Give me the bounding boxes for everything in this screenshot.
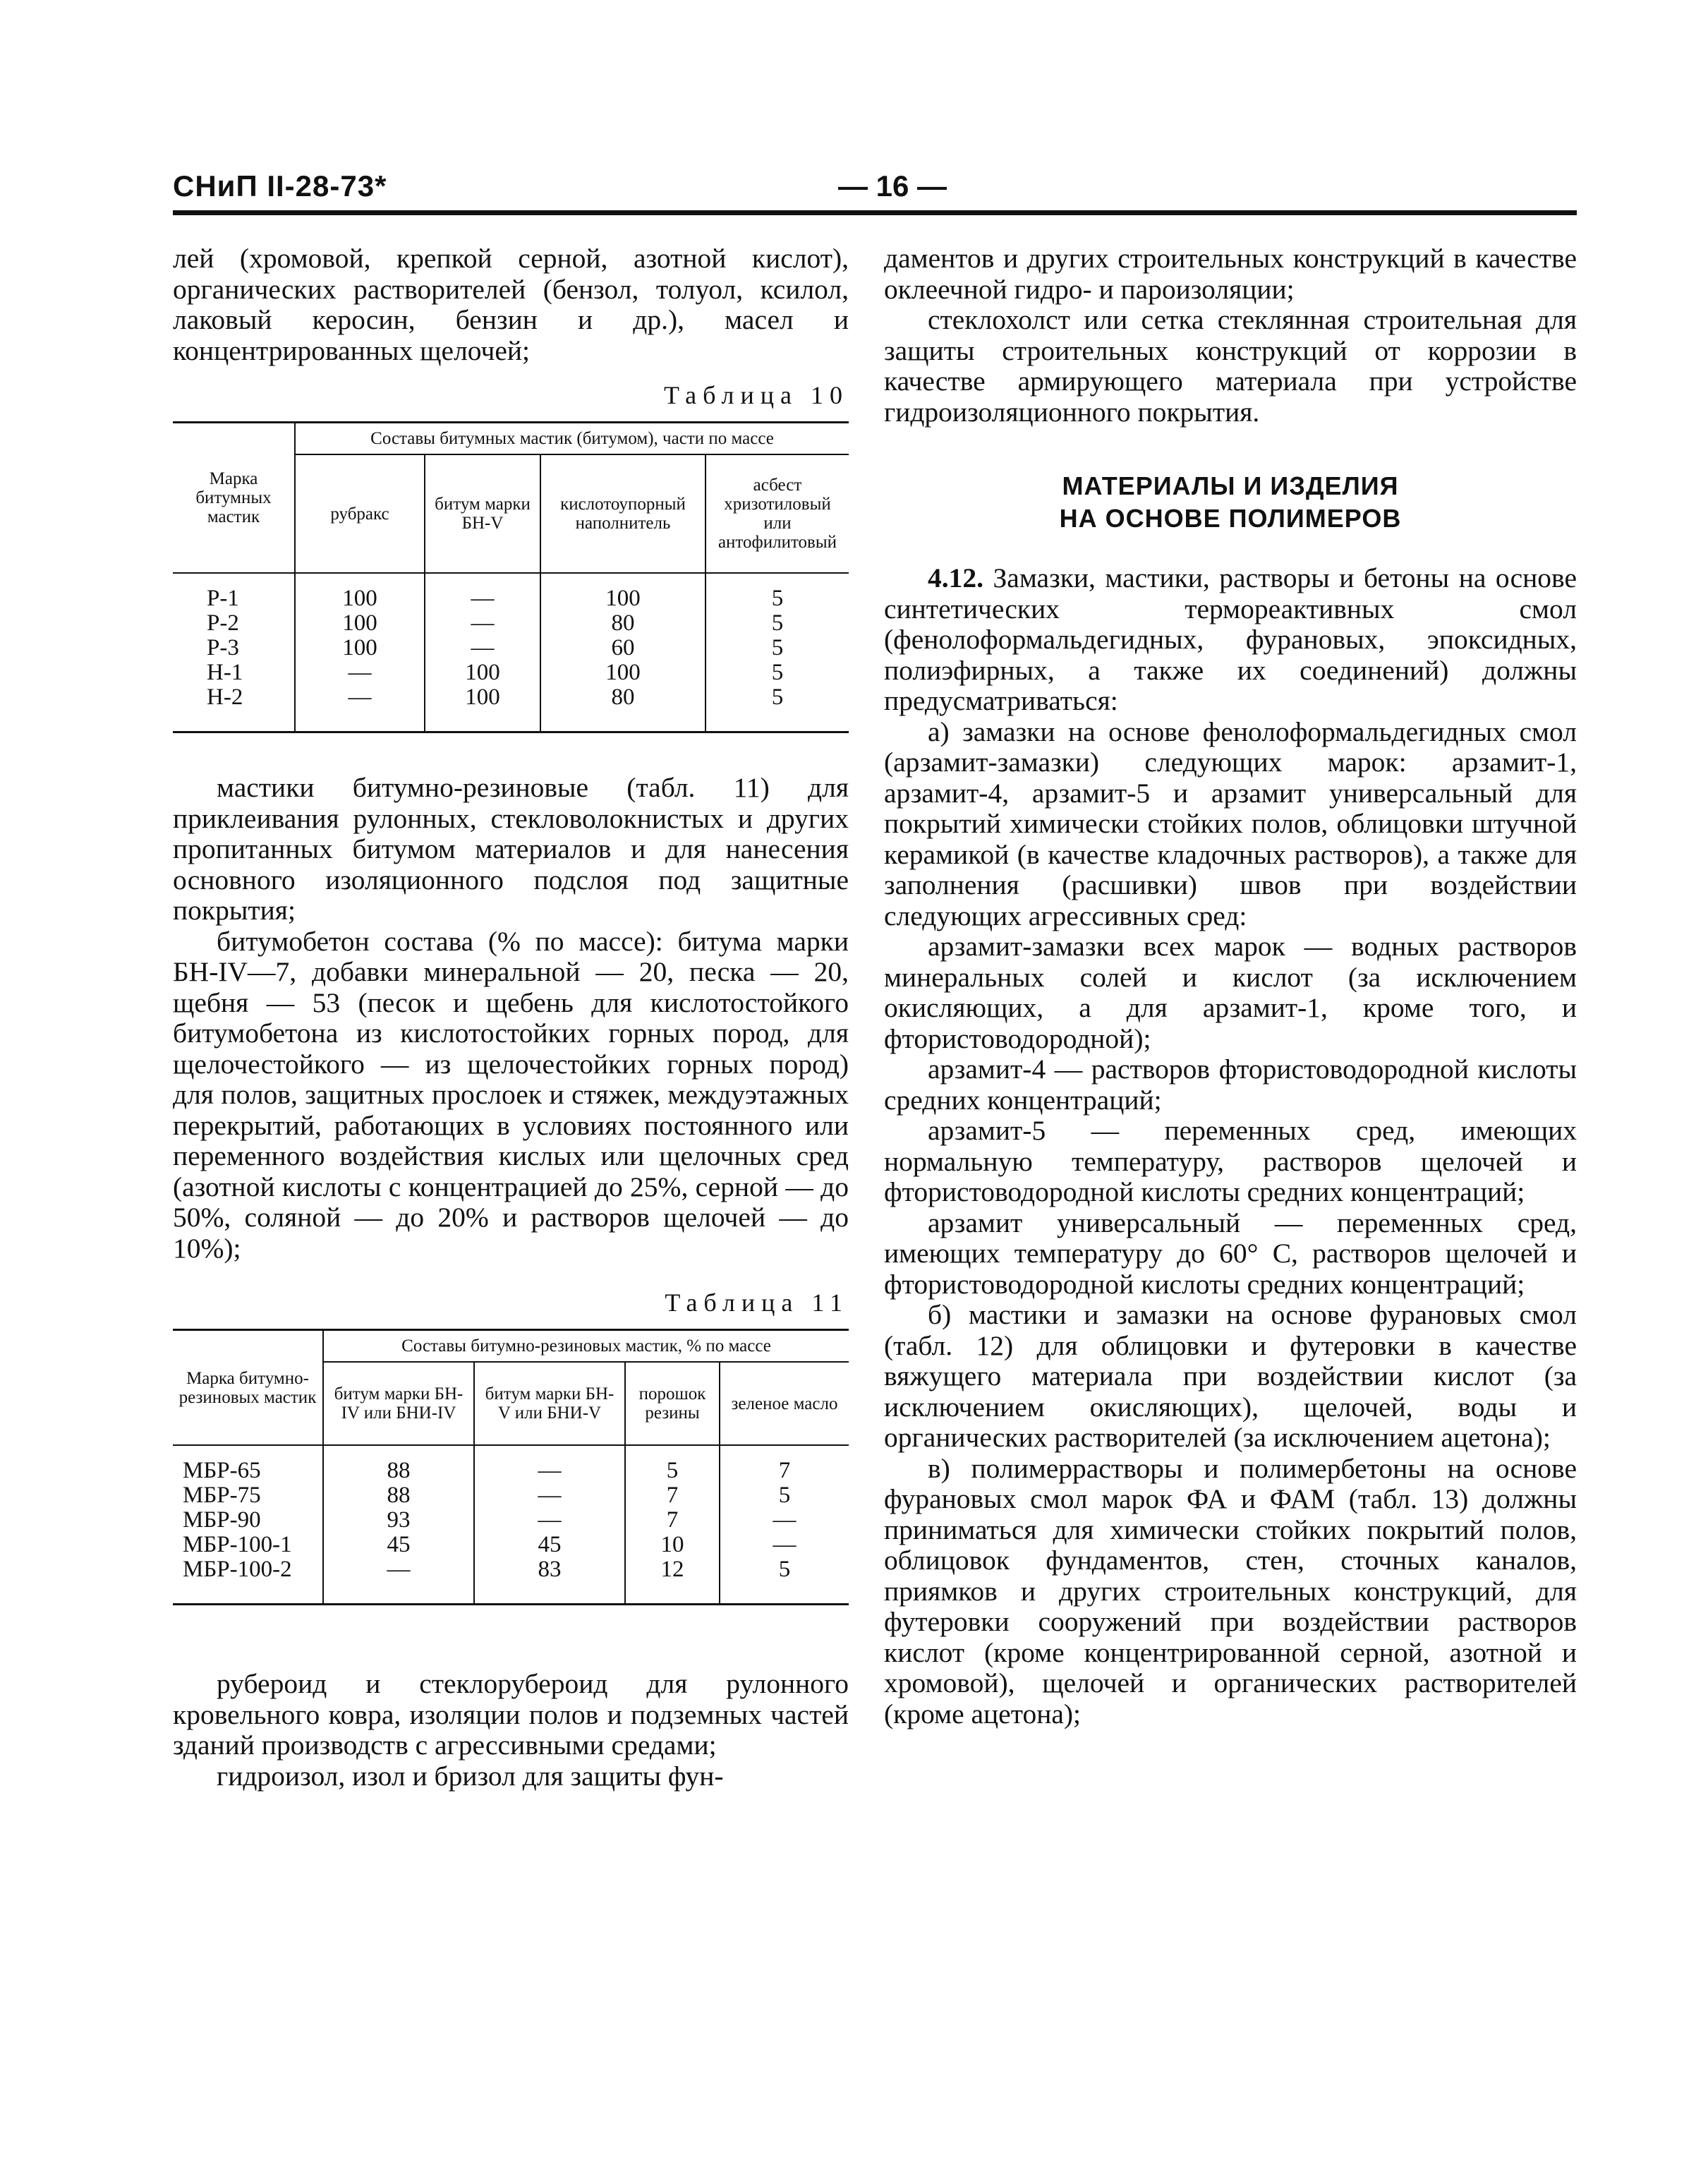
table-subheader: битум марки БН-V [425, 454, 540, 573]
table-row [173, 1508, 849, 1533]
paragraph: в) полимеррастворы и полимербетоны на основе фурановых смол марок ФА и ФАМ (табл. 13) должны приниматься для химически стойких покрытий полов, облицовок фундаментов, стен, сточных каналов, приямков и других строительных конструкций, для футеровки сооружений при воздействии растворов кислот (кроме концентрированной серной, азотной и хромовой), щелочей и органических растворителей (кроме ацетона); [884, 1452, 1577, 1730]
paragraph: мастики битумно-резиновые (табл. 11) для приклеивания рулонных, стекловолокнистых и других пропитанных битумом материалов и для нанесения основного изоляционного подслоя под защитные покрытия; [173, 772, 849, 926]
clause-number: 4.12. [928, 562, 983, 593]
table-cell: МБР-90 [183, 1507, 261, 1533]
table-cell: — [425, 636, 540, 660]
paragraph: даментов и других строительных конструкций в качестве оклеечной гидро- и пароизоляции; [884, 243, 1577, 305]
table-10 [173, 421, 849, 733]
table-cell: Р-1 [207, 586, 239, 611]
table-cell: 45 [474, 1533, 625, 1557]
table-cell: — [474, 1459, 625, 1483]
paragraph: а) замазки на основе фенолоформальдегидных смол (арзамит-замазки) следующих марок: арзамит-1, арзамит-4, арзамит-5 и арзамит универсальный для покрытий химически стойких полов, облицовки штучной керамикой (в качестве кладочных растворов), а также для заполнения (расшивки) швов при воздействии следующих агрессивных сред: [884, 716, 1577, 931]
table-row [173, 586, 849, 611]
table-cell: — [720, 1533, 849, 1557]
table-cell: 5 [705, 611, 849, 636]
paragraph: рубероид и стеклорубероид для рулонного кровельного ковра, изоляции полов и подземных частей зданий производств с агрессивными средами; [173, 1668, 849, 1761]
table-subheader: рубракс [295, 454, 425, 573]
table-cell: МБР-100-2 [183, 1557, 292, 1582]
table-cell: 80 [540, 685, 705, 710]
paragraph: стеклохолст или сетка стеклянная строительная для защиты строительных конструкций от коррозии в качестве армирующего материала при устройстве гидроизоляционного покрытия. [884, 304, 1577, 428]
document-code: СНиП II-28-73* [173, 169, 387, 203]
table-cell: — [474, 1483, 625, 1508]
section-title-line: НА ОСНОВЕ ПОЛИМЕРОВ [1059, 504, 1402, 533]
table-row [173, 1459, 849, 1483]
page-header [173, 169, 1577, 212]
table-cell: Р-2 [207, 610, 239, 636]
table-cell: — [295, 660, 425, 685]
table-cell: МБР-100-1 [183, 1532, 292, 1557]
table-cell: 7 [720, 1459, 849, 1483]
left-column [173, 243, 849, 1792]
table-cell: МБР-75 [183, 1483, 261, 1508]
right-column [884, 243, 1577, 1730]
paragraph: гидроизол, изол и бризол для защиты фун- [217, 1760, 724, 1792]
table-cell: — [425, 611, 540, 636]
table-subheader: кислотоупорный наполнитель [540, 454, 705, 573]
table-cell: 12 [625, 1557, 720, 1582]
table-cell: 7 [625, 1508, 720, 1533]
table-cell: 5 [705, 636, 849, 660]
table-cell: — [295, 685, 425, 710]
table-10-caption: Таблица 10 [664, 381, 849, 409]
table-cell: 10 [625, 1533, 720, 1557]
header-rule [173, 210, 1577, 215]
table-cell: Н-1 [207, 660, 243, 685]
table-cell: — [720, 1508, 849, 1533]
table-header-mark: Марка битумно-резиновых мастик [173, 1330, 323, 1446]
table-11-caption: Таблица 11 [665, 1288, 849, 1317]
table-subheader: порошок резины [625, 1362, 720, 1445]
table-cell: 5 [705, 685, 849, 710]
table-cell: — [323, 1557, 474, 1582]
table-cell: 100 [295, 611, 425, 636]
paragraph: арзамит-4 — растворов фтористоводородной кислоты средних концентраций; [884, 1054, 1577, 1116]
table-cell: 7 [625, 1483, 720, 1508]
table-subheader: битум марки БН-IV или БНИ-IV [323, 1362, 474, 1445]
table-cell: 100 [540, 660, 705, 685]
table-row [173, 1483, 849, 1508]
section-title [884, 470, 1577, 535]
paragraph: арзамит-5 — переменных сред, имеющих нормальную температуру, растворов щелочей и фтористоводородной кислоты средних концентраций; [884, 1115, 1577, 1207]
table-row [173, 685, 849, 710]
paragraph [884, 563, 1577, 717]
table-cell: 100 [295, 586, 425, 611]
table-cell: 88 [323, 1483, 474, 1508]
table-row [173, 611, 849, 636]
table-cell: 100 [295, 636, 425, 660]
table-cell: Н-2 [207, 684, 243, 710]
table-subheader: асбест хризотиловый или антофилитовый [705, 454, 849, 573]
table-cell: 5 [705, 586, 849, 611]
table-cell: 88 [323, 1459, 474, 1483]
paragraph: битумобетон состава (% по массе): битума марки БН-IV—7, добавки минеральной — 20, песка — 20, щебня — 53 (песок и щебень для кислотостойкого битумобетона из кислотостойких горных пород, для щелочестойкого — из щелочестойких горных пород) для полов, защитных прослоек и стяжек, междуэтажных перекрытий, работающих в условиях постоянного или переменного воздействия кислых или щелочных сред (азотной кислоты с концентрацией до 25%, серной — до 50%, соляной — до 20% и растворов щелочей — до 10%); [173, 925, 849, 1264]
table-cell: 83 [474, 1557, 625, 1582]
table-cell: 45 [323, 1533, 474, 1557]
table-row [173, 1533, 849, 1557]
table-cell: 5 [720, 1557, 849, 1582]
paragraph: арзамит универсальный — переменных сред, имеющих температуру до 60° С, растворов щелочей и фтористоводородной кислоты средних концентраций; [884, 1207, 1577, 1300]
table-cell: 60 [540, 636, 705, 660]
table-group-header: Составы битумно-резиновых мастик, % по массе [323, 1330, 849, 1363]
table-cell: — [474, 1508, 625, 1533]
paragraph: б) мастики и замазки на основе фурановых смол (табл. 12) для облицовки и футеровки в качестве вяжущего материала при воздействии кислот (за исключением окисляющих), щелочей, воды и органических растворителей (за исключением ацетона); [884, 1299, 1577, 1453]
table-11 [173, 1329, 849, 1605]
table-cell: 93 [323, 1508, 474, 1533]
table-row [173, 636, 849, 660]
table-cell: 5 [625, 1459, 720, 1483]
table-cell: МБР-65 [183, 1458, 261, 1483]
page-number: — 16 — [837, 169, 947, 203]
table-cell: 80 [540, 611, 705, 636]
table-cell: Р-3 [207, 635, 239, 660]
clause-text: Замазки, мастики, растворы и бетоны на основе синтетических термореактивных смол (фенолоформальдегидных, фурановых, эпоксидных, полиэфирных, а также их соединений) должны предусматриваться: [884, 562, 1577, 716]
section-title-line: МАТЕРИАЛЫ И ИЗДЕЛИЯ [1062, 471, 1399, 500]
table-cell: 100 [540, 586, 705, 611]
table-cell: 5 [720, 1483, 849, 1508]
table-cell: 100 [425, 660, 540, 685]
table-cell: 5 [705, 660, 849, 685]
table-subheader: битум марки БН-V или БНИ-V [474, 1362, 625, 1445]
paragraph: арзамит-замазки всех марок — водных растворов минеральных солей и кислот (за исключением окисляющих, а для арзамит-1, кроме того, и фтористоводородной); [884, 931, 1577, 1054]
table-group-header: Составы битумных мастик (битумом), части по массе [295, 423, 849, 455]
table-header-mark: Марка битумных мастик [173, 423, 295, 574]
table-row [173, 660, 849, 685]
table-subheader: зеленое масло [720, 1362, 849, 1445]
paragraph: лей (хромовой, крепкой серной, азотной кислот), органических растворителей (бензол, толуол, ксилол, лаковый керосин, бензин и др.), масел и концентрированных щелочей; [173, 243, 849, 366]
table-cell: — [425, 586, 540, 611]
table-row [173, 1557, 849, 1582]
table-cell: 100 [425, 685, 540, 710]
